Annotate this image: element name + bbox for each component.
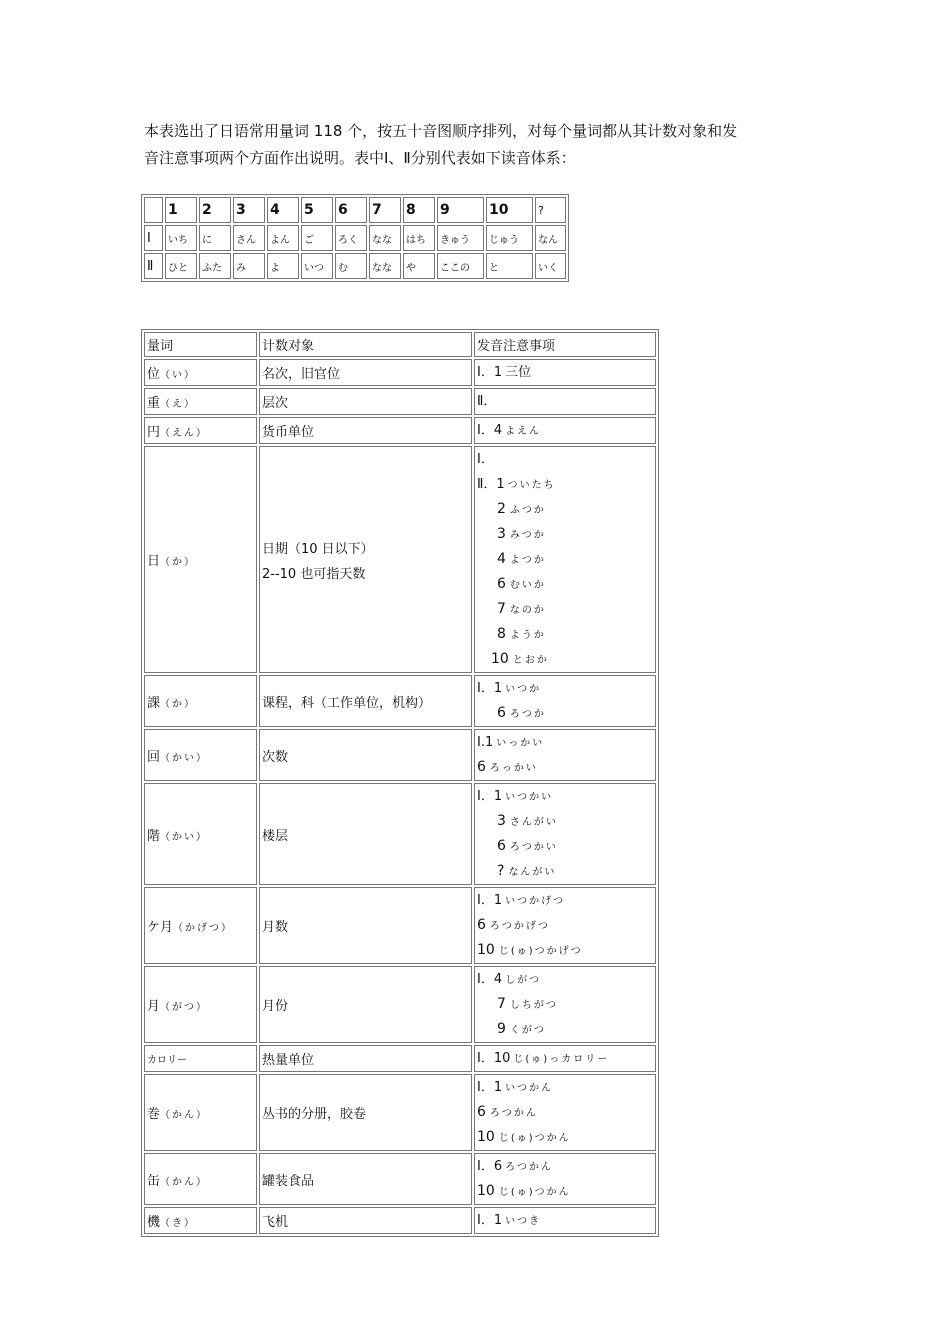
count-object-cell: [259, 675, 472, 727]
reading-number: Ⅰ．1: [477, 789, 503, 804]
count-object: 日期（10 日以下）: [262, 541, 374, 557]
reading-number: 2: [497, 501, 506, 517]
count-object: 货币单位: [262, 425, 315, 440]
counter-kana: （がつ）: [160, 1002, 209, 1013]
reading-kana: くがつ: [509, 1025, 546, 1036]
reading-kana: なんがい: [508, 867, 557, 878]
reading-cell: Ⅰ: [144, 225, 163, 251]
reading-kana: じ(ゅ)つかん: [498, 1133, 571, 1144]
count-object-note: 2--10 也可指天数: [262, 566, 366, 582]
pronunciation-line: [477, 859, 653, 884]
reading-number: Ⅰ．1: [477, 893, 503, 908]
reading-kana: ふつか: [509, 505, 546, 516]
reading-kana: じ(ゅ)つかげつ: [498, 946, 583, 957]
pronunciation-line: [477, 701, 653, 726]
counter-word-cell: [144, 1207, 257, 1234]
counter-kana: （かん）: [160, 1110, 209, 1121]
counter-row: [144, 1074, 656, 1151]
reading-header-cell: 8: [403, 197, 435, 223]
counter-word-cell: [144, 1045, 257, 1072]
pronunciation-line: [477, 888, 653, 913]
reading-number: 6: [497, 705, 506, 721]
counter-kana: （えん）: [160, 428, 209, 439]
reading-row-2: [144, 253, 566, 279]
counter-row: [144, 966, 656, 1043]
reading-cell: よ: [267, 253, 299, 279]
reading-cell: なな: [369, 253, 401, 279]
reading-kana: いつき: [505, 1216, 542, 1227]
pronunciation-line: [477, 1046, 653, 1071]
counter-word: カロリー: [147, 1054, 187, 1066]
reading-header-cell: ?: [535, 197, 566, 223]
counter-word: 日: [147, 554, 161, 569]
counter-row: [144, 1207, 656, 1234]
pronunciation-cell: [474, 1207, 656, 1234]
reading-kana: とおか: [512, 655, 549, 666]
reading-number: Ⅰ．1: [477, 1080, 503, 1095]
counter-row: [144, 359, 656, 386]
reading-kana: ろつかい: [509, 842, 558, 853]
reading-header-cell: 2: [199, 197, 231, 223]
reading-cell: と: [486, 253, 533, 279]
reading-number: 10: [491, 651, 509, 667]
counter-word-cell: [144, 783, 257, 885]
pronunciation-line: [477, 572, 653, 597]
reading-number: Ⅰ．6: [477, 1159, 503, 1174]
header-counter: 量词: [144, 332, 257, 357]
counter-word: ケ月: [147, 920, 174, 935]
reading-cell: に: [199, 225, 231, 251]
pronunciation-line: [477, 1125, 653, 1150]
reading-cell: や: [403, 253, 435, 279]
count-object-cell: [259, 359, 472, 386]
counter-word-cell: [144, 1074, 257, 1151]
counter-row: [144, 446, 656, 673]
counter-word: 月: [147, 999, 161, 1014]
reading-header-cell: 10: [486, 197, 533, 223]
reading-kana: ようか: [509, 630, 546, 641]
counter-row: [144, 1045, 656, 1072]
pronunciation-cell: [474, 783, 656, 885]
pronunciation-cell: [474, 1045, 656, 1072]
reading-kana: よえん: [505, 426, 542, 437]
pronunciation-line: [477, 834, 653, 859]
count-object: 层次: [262, 396, 289, 411]
counter-word: 機: [147, 1215, 161, 1230]
reading-kana: いっかい: [496, 738, 545, 749]
count-object-cell: [259, 1153, 472, 1205]
pronunciation-cell: [474, 887, 656, 964]
counter-word-cell: [144, 729, 257, 781]
pronunciation-line: [477, 1075, 653, 1100]
counter-word-cell: [144, 388, 257, 415]
reading-kana: いつかい: [505, 792, 554, 803]
count-object: 罐装食品: [262, 1173, 315, 1189]
counter-word-cell: [144, 417, 257, 444]
reading-header-cell: 9: [437, 197, 484, 223]
pronunciation-cell: [474, 729, 656, 781]
count-object-cell: [259, 1207, 472, 1234]
counter-word: 位: [147, 367, 161, 382]
pronunciation-line: [477, 522, 653, 547]
reading-number: 4: [497, 551, 506, 567]
reading-number: 9: [497, 1021, 506, 1037]
pronunciation-line: [477, 755, 653, 780]
reading-kana: ろつか: [509, 709, 546, 720]
counter-row: [144, 1153, 656, 1205]
counter-word-cell: [144, 446, 257, 673]
count-object-cell: [259, 1045, 472, 1072]
reading-number: 6: [477, 759, 486, 775]
pronunciation-line: [477, 913, 653, 938]
reading-number: 10: [477, 1129, 495, 1145]
count-object-cell: [259, 783, 472, 885]
reading-number: 3: [497, 813, 506, 829]
reading-cell: ひと: [165, 253, 197, 279]
counter-kana: （え）: [160, 399, 197, 410]
counter-word-cell: [144, 675, 257, 727]
count-object-cell: [259, 966, 472, 1043]
reading-header-cell: 4: [267, 197, 299, 223]
counter-table: [141, 329, 659, 1237]
count-object-cell: [259, 417, 472, 444]
counter-word: 課: [147, 695, 161, 711]
reading-number: 8: [497, 626, 506, 642]
reading-cell: ご: [301, 225, 333, 251]
reading-system-table: [141, 194, 569, 282]
reading-number: Ⅰ．1: [477, 365, 503, 380]
reading-number: Ⅰ.1: [477, 735, 494, 750]
reading-cell: よん: [267, 225, 299, 251]
reading-cell: じゅう: [486, 225, 533, 251]
count-object-cell: [259, 388, 472, 415]
counter-word: 階: [147, 828, 161, 844]
reading-kana: なのか: [509, 605, 546, 616]
reading-kana: ついたち: [507, 480, 556, 491]
reading-number: 6: [477, 1104, 486, 1120]
counter-kana: （か）: [160, 698, 197, 710]
pronunciation-line: [477, 418, 653, 443]
counter-row: [144, 729, 656, 781]
pronunciation-cell: [474, 417, 656, 444]
reading-cell: いち: [165, 225, 197, 251]
counter-word: 回: [147, 749, 161, 765]
reading-number: 10: [477, 1183, 495, 1199]
pronunciation-line: [477, 360, 653, 385]
count-object: 热量单位: [262, 1053, 315, 1068]
pronunciation-cell: [474, 388, 656, 415]
count-object-cell: [259, 887, 472, 964]
count-object: 丛书的分册，胶卷: [262, 1107, 367, 1122]
reading-kana: じ(ゅ)つかん: [498, 1187, 571, 1198]
reading-number: 10: [477, 942, 495, 958]
reading-number: Ⅱ．1: [477, 477, 505, 492]
reading-kana: さんがい: [509, 817, 558, 828]
reading-kana: みつか: [509, 530, 546, 541]
counter-word: 缶: [147, 1173, 161, 1189]
header-notes: 发音注意事项: [474, 332, 656, 357]
counter-kana: （かげつ）: [173, 923, 234, 934]
counter-word-cell: [144, 966, 257, 1043]
pronunciation-line: [477, 784, 653, 809]
counter-header-row: [144, 332, 656, 357]
reading-header-cell: 1: [165, 197, 197, 223]
reading-cell: はち: [403, 225, 435, 251]
reading-header-row: [144, 197, 566, 223]
reading-number: 6: [477, 917, 486, 933]
reading-header-cell: [144, 197, 163, 223]
reading-cell: ここの: [437, 253, 484, 279]
pronunciation-cell: [474, 1074, 656, 1151]
header-object: 计数对象: [259, 332, 472, 357]
reading-number: 7: [497, 601, 506, 617]
reading-kana: しちがつ: [509, 1000, 558, 1011]
reading-number: Ⅰ．: [477, 452, 494, 467]
counter-word: 重: [147, 396, 161, 411]
pronunciation-line: [477, 809, 653, 834]
reading-number: 6: [497, 576, 506, 592]
count-object: 月数: [262, 920, 289, 935]
pronunciation-line: [477, 676, 653, 701]
counter-word-cell: [144, 1153, 257, 1205]
reading-header-cell: 5: [301, 197, 333, 223]
pronunciation-line: [477, 1154, 653, 1179]
counter-row: [144, 887, 656, 964]
counter-kana: （かい）: [160, 831, 209, 843]
reading-header-cell: 7: [369, 197, 401, 223]
reading-cell: Ⅱ: [144, 253, 163, 279]
counter-word-cell: [144, 887, 257, 964]
pronunciation-line: [477, 730, 653, 755]
pronunciation-cell: [474, 359, 656, 386]
pronunciation-line: [477, 497, 653, 522]
pronunciation-line: [477, 597, 653, 622]
reading-kana: 三位: [505, 365, 532, 380]
intro-paragraph: [144, 118, 824, 172]
pronunciation-cell: [474, 446, 656, 673]
reading-header-cell: 3: [233, 197, 265, 223]
reading-number: Ⅰ．10: [477, 1051, 511, 1066]
pronunciation-line: [477, 1017, 653, 1042]
reading-number: ?: [497, 863, 505, 879]
reading-kana: いつかげつ: [505, 896, 566, 907]
reading-kana: じ(ゅ)っカロリー: [513, 1054, 610, 1065]
pronunciation-line: [477, 622, 653, 647]
pronunciation-line: [477, 447, 653, 472]
counter-kana: （かん）: [160, 1176, 209, 1188]
reading-cell: む: [335, 253, 367, 279]
count-object-cell: [259, 1074, 472, 1151]
pronunciation-line: [477, 472, 653, 497]
count-object: 名次，旧官位: [262, 367, 341, 382]
intro-line-1: 本表选出了日语常用量词 118 个，按五十音图顺序排列，对每个量词都从其计数对象和发: [144, 122, 738, 140]
reading-cell: なん: [535, 225, 566, 251]
reading-cell: さん: [233, 225, 265, 251]
count-object-cell: [259, 446, 472, 673]
counter-row: [144, 417, 656, 444]
count-object: 次数: [262, 749, 289, 765]
pronunciation-line: [477, 938, 653, 963]
pronunciation-line: [477, 1208, 653, 1233]
count-object: 楼层: [262, 828, 289, 844]
pronunciation-line: [477, 992, 653, 1017]
counter-word-cell: [144, 359, 257, 386]
pronunciation-cell: [474, 1153, 656, 1205]
counter-kana: （い）: [160, 370, 197, 381]
intro-line-2: 音注意事项两个方面作出说明。表中Ⅰ、Ⅱ分别代表如下读音体系：: [144, 149, 576, 167]
reading-number: Ⅰ．1: [477, 1213, 503, 1228]
reading-header-cell: 6: [335, 197, 367, 223]
count-object: 月份: [262, 999, 289, 1014]
count-object-cell: [259, 729, 472, 781]
counter-row: [144, 783, 656, 885]
counter-kana: （か）: [160, 557, 197, 568]
reading-cell: なな: [369, 225, 401, 251]
pronunciation-cell: [474, 966, 656, 1043]
count-object: 课程，科（工作单位，机构）: [262, 695, 432, 711]
counter-row: [144, 675, 656, 727]
reading-cell: きゅう: [437, 225, 484, 251]
reading-number: Ⅱ．: [477, 394, 497, 409]
counter-kana: （かい）: [160, 752, 209, 764]
reading-kana: ろつかげつ: [489, 921, 550, 932]
reading-kana: ろっかい: [489, 763, 538, 774]
pronunciation-line: [477, 647, 653, 672]
reading-number: 7: [497, 996, 506, 1012]
pronunciation-line: [477, 1100, 653, 1125]
reading-cell: ふた: [199, 253, 231, 279]
pronunciation-line: [477, 547, 653, 572]
reading-number: 3: [497, 526, 506, 542]
reading-number: 6: [497, 838, 506, 854]
counter-kana: （き）: [160, 1218, 197, 1229]
pronunciation-line: [477, 389, 653, 414]
reading-kana: ろつかん: [505, 1162, 554, 1173]
reading-cell: いつ: [301, 253, 333, 279]
reading-number: Ⅰ．4: [477, 423, 503, 438]
reading-kana: いつか: [505, 684, 542, 695]
reading-cell: み: [233, 253, 265, 279]
counter-word: 巻: [147, 1107, 161, 1122]
pronunciation-line: [477, 967, 653, 992]
reading-kana: むいか: [509, 580, 546, 591]
counter-row: [144, 388, 656, 415]
reading-number: Ⅰ．1: [477, 681, 503, 696]
reading-row-1: [144, 225, 566, 251]
reading-kana: ろつかん: [489, 1108, 538, 1119]
reading-cell: いく: [535, 253, 566, 279]
reading-number: Ⅰ．4: [477, 972, 503, 987]
pronunciation-cell: [474, 675, 656, 727]
reading-cell: ろく: [335, 225, 367, 251]
reading-kana: いつかん: [505, 1083, 554, 1094]
reading-kana: しがつ: [505, 975, 542, 986]
counter-word: 円: [147, 425, 161, 440]
pronunciation-line: [477, 1179, 653, 1204]
count-object: 飞机: [262, 1215, 289, 1230]
reading-kana: よつか: [509, 555, 546, 566]
